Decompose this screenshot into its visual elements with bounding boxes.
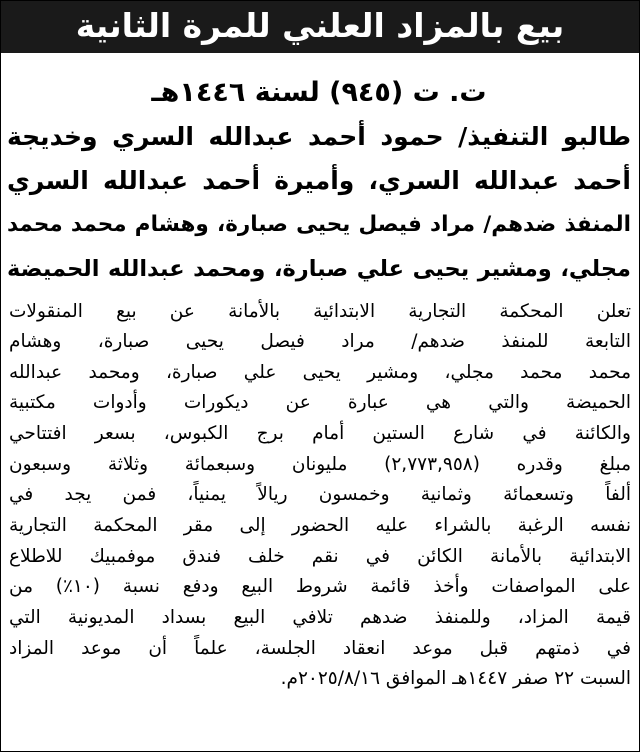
- case-reference: ت. ت (٩٤٥) لسنة ١٤٤٦هـ: [151, 77, 487, 108]
- heading-line: مجلي، ومشير يحيى علي صبارة، ومحمد عبدالله الحميضة: [7, 256, 631, 282]
- body-line: قيمة المزاد، وللمنفذ ضدهم تلافي البيع بسداد المديونية التي: [9, 607, 631, 628]
- body-line: التابعة للمنفذ ضدهم/ مراد فيصل يحيى صبارة، وهشام: [9, 331, 631, 352]
- body-line: تعلن المحكمة التجارية الابتدائية بالأمانة عن بيع المنقولات: [9, 301, 631, 322]
- notice-title: بيع بالمزاد العلني للمرة الثانية: [75, 6, 565, 45]
- body-line: مبلغ وقدره (٢,٧٧٣,٩٥٨) مليونان وسبعمائة وثلاثة وسبعون: [9, 454, 631, 475]
- body-line: ألفاً وتسعمائة وثمانية وخمسون ريالاً يمنياً، فمن يجد في: [9, 484, 631, 505]
- body-line: السبت ٢٢ صفر ١٤٤٧هـ الموافق ٢٠٢٥/٨/١٦م.: [280, 668, 631, 689]
- body-line: نفسه الرغبة بالشراء عليه الحضور إلى مقر المحكمة التجارية: [9, 515, 631, 536]
- body-line: والكائنة في شارع الستين أمام برج الكبوس، بسعر افتتاحي: [9, 423, 631, 444]
- body-line: الحميضة والتي هي عبارة عن ديكورات وأدوات مكتبية: [9, 392, 631, 413]
- body-line: محمد محمد مجلي، ومشير يحيى علي صبارة، ومحمد عبدالله: [9, 362, 631, 383]
- heading-line: المنفذ ضدهم/ مراد فيصل يحيى صبارة، وهشام محمد محمد: [7, 212, 631, 237]
- heading-line: أحمد عبدالله السري، وأميرة أحمد عبدالله السري: [7, 166, 631, 195]
- title-banner: [1, 1, 639, 53]
- body-line: على المواصفات وأخذ قائمة شروط البيع ودفع نسبة (١٠٪) من: [9, 576, 631, 597]
- body-line: الابتدائية بالأمانة الكائن في نقم خلف فندق موفمبيك للاطلاع: [9, 546, 631, 567]
- heading-line: طالبو التنفيذ/ حمود أحمد عبدالله السري وخديجة: [7, 122, 631, 151]
- body-line: في ذمتهم قبل موعد انعقاد الجلسة، علماً أن موعد المزاد: [9, 638, 631, 659]
